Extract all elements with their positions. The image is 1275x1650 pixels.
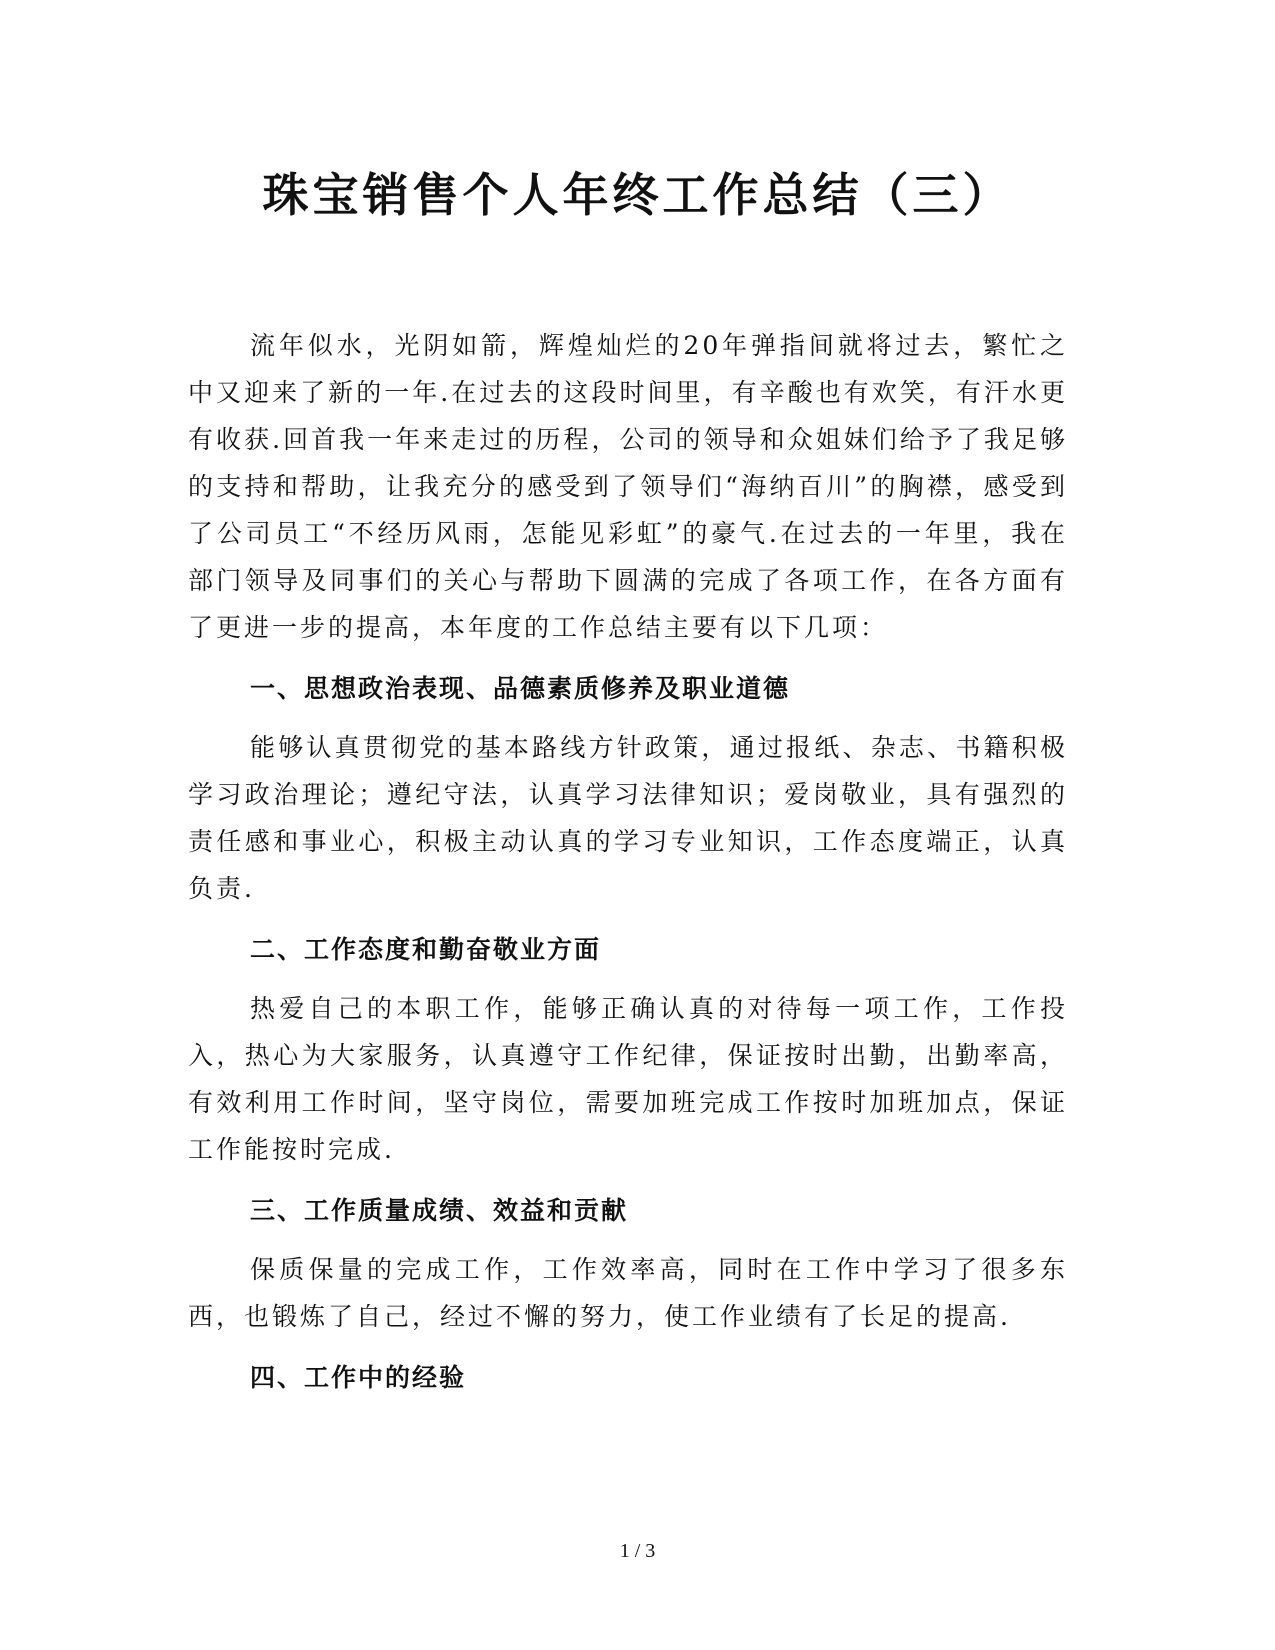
section-body-2: 热爱自己的本职工作，能够正确认真的对待每一项工作，工作投入，热心为大家服务，认真遵守工作纪律，保证按时出勤，出勤率高，有效利用工作时间，坚守岗位，需要加班完成工作按时加班加点，保证工作能按时完成. [188, 994, 1068, 1164]
document-title: 珠宝销售个人年终工作总结（三） [262, 168, 1013, 222]
section-heading-1: 一、思想政治表现、品德素质修养及职业道德 [250, 674, 791, 703]
page-number: 1 / 3 [619, 1540, 656, 1562]
intro-paragraph: 流年似水，光阴如箭，辉煌灿烂的20年弹指间就将过去，繁忙之中又迎来了新的一年.在过去的这段时间里，有辛酸也有欢笑，有汗水更有收获.回首我一年来走过的历程，公司的领导和众姐妹们给予了我足够的支持和帮助，让我充分的感受到了领导们“海纳百川”的胸襟，感受到了公司员工“不经历风雨，怎能见彩虹”的豪气.在过去的一年里，我在部门领导及同事们的关心与帮助下圆满的完成了各项工作，在各方面有了更进一步的提高，本年度的工作总结主要有以下几项： [188, 331, 1068, 642]
section-heading-2: 二、工作态度和勤奋敬业方面 [250, 935, 602, 964]
section-body-3: 保质保量的完成工作，工作效率高，同时在工作中学习了很多东西，也锻炼了自己，经过不懈的努力，使工作业绩有了长足的提高. [188, 1255, 1068, 1331]
section-body-1: 能够认真贯彻党的基本路线方针政策，通过报纸、杂志、书籍积极学习政治理论；遵纪守法，认真学习法律知识；爱岗敬业，具有强烈的责任感和事业心，积极主动认真的学习专业知识，工作态度端正，认真负责. [188, 733, 1068, 903]
document-body [188, 322, 1068, 1413]
section-heading-4: 四、工作中的经验 [250, 1363, 467, 1392]
section-heading-3: 三、工作质量成绩、效益和贡献 [250, 1196, 629, 1225]
